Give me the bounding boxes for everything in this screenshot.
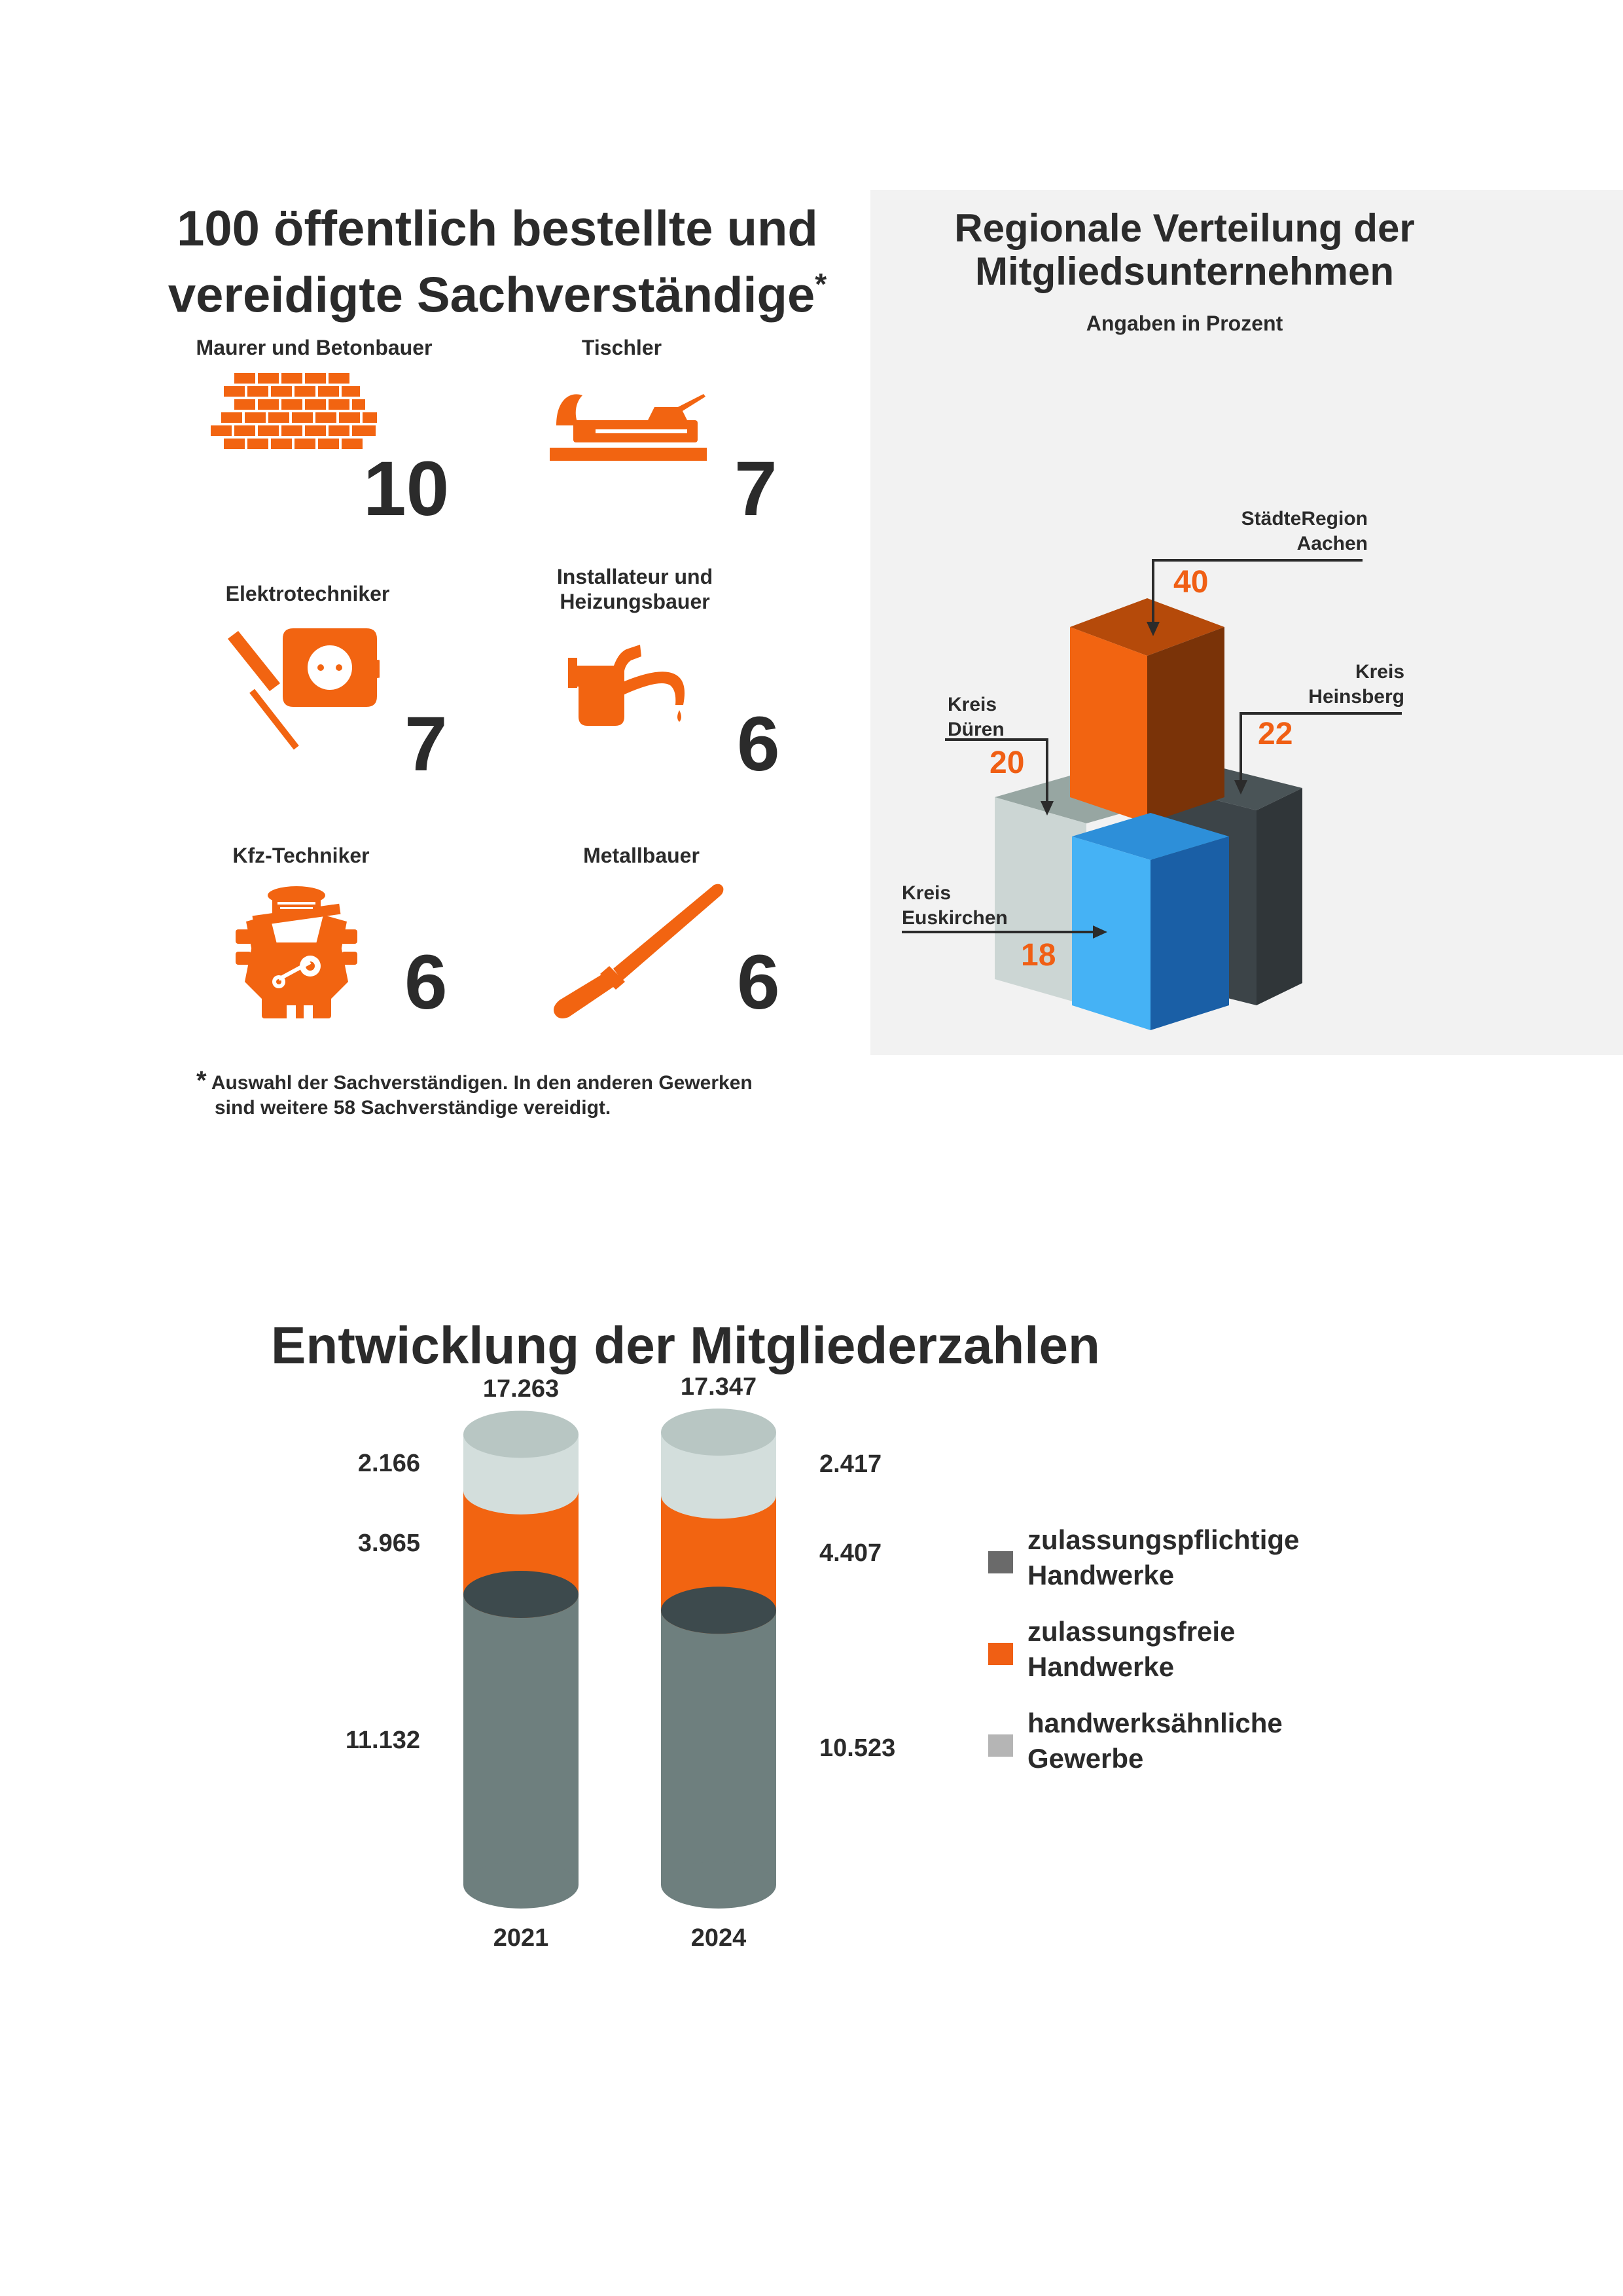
region-label-heinsberg-line1: Kreis (1355, 661, 1404, 683)
region-label-euskirchen-line1: Kreis (902, 882, 952, 904)
region-label-euskirchen (902, 881, 1059, 931)
seg-label-2021-0: 11.132 (345, 1727, 420, 1754)
cyl-2021-seg-2-bottom (463, 1467, 579, 1515)
cyl-2024-seg-0-bottom (661, 1861, 776, 1909)
legend-swatch-aehnlich (988, 1734, 1013, 1757)
region-label-aachen (1198, 507, 1368, 556)
trade-count-metallbauer: 6 (737, 939, 780, 1026)
trade-count-tischler: 7 (734, 446, 777, 532)
total-label-2021: 17.263 (482, 1375, 560, 1403)
bar-aachen-side (1147, 627, 1224, 823)
legend-swatch-frei (988, 1643, 1013, 1665)
legend-frei-line2: Handwerke (1027, 1651, 1175, 1682)
members-cylinder-chart (0, 1374, 916, 2003)
total-label-2024: 17.347 (680, 1373, 757, 1401)
legend-text-frei (1027, 1614, 1235, 1685)
trade-label-installateur-line1: Installateur und (556, 565, 713, 588)
trade-label-tischler: Tischler (581, 336, 662, 359)
legend-pflichtig-line2: Handwerke (1027, 1560, 1175, 1590)
experts-title-line2: vereidigte Sachverständige (168, 267, 815, 323)
trade-label-metallbauer: Metallbauer (583, 844, 700, 867)
faucet-icon (568, 645, 692, 743)
cyl-2024-cap (661, 1408, 776, 1456)
legend-pflichtig-line1: zulassungspflichtige (1027, 1524, 1300, 1555)
legend-item-pflichtig (988, 1522, 1512, 1593)
seg-label-2024-1: 4.407 (819, 1539, 882, 1568)
trade-count-maurer: 10 (363, 446, 450, 532)
year-label-2024: 2024 (690, 1924, 747, 1952)
engine-icon (233, 884, 360, 1021)
cyl-2021-cap (463, 1410, 579, 1458)
experts-title-star: * (815, 267, 827, 301)
cyl-2021-seg-0-bottom (463, 1861, 579, 1909)
cyl-2021-junction (463, 1571, 579, 1618)
trade-label-elektro: Elektrotechniker (225, 582, 390, 605)
trade-label-installateur-line2: Heizungsbauer (560, 590, 710, 613)
region-label-dueren-line2: Düren (948, 719, 1005, 740)
trade-label-kfz: Kfz-Techniker (232, 844, 370, 867)
members-title: Entwicklung der Mitgliederzahlen (271, 1316, 1100, 1374)
bar-euskirchen-side (1150, 836, 1229, 1030)
seg-label-2021-2: 2.166 (357, 1449, 420, 1477)
region-value-aachen: 40 (1173, 565, 1209, 600)
legend-frei-line1: zulassungsfreie (1027, 1616, 1236, 1647)
region-label-aachen-line2: Aachen (1296, 533, 1368, 554)
legend-aehnlich-line2: Gewerbe (1027, 1743, 1144, 1774)
legend-text-pflichtig (1027, 1522, 1299, 1593)
trade-count-elektro: 7 (404, 701, 448, 787)
hand-plane-icon (550, 387, 713, 466)
bar-heinsberg-side (1257, 788, 1302, 1005)
experts-footnote-line2: sind weitere 58 Sachverständige vereidigt. (215, 1097, 611, 1119)
region-value-dueren: 20 (990, 745, 1025, 780)
legend-item-frei (988, 1614, 1512, 1685)
cyl-2024-seg-0-body (661, 1610, 776, 1885)
file-tool-icon (553, 882, 726, 1020)
seg-label-2024-0: 10.523 (819, 1734, 896, 1763)
region-label-euskirchen-line2: Euskirchen (902, 907, 1008, 929)
experts-title (118, 202, 877, 323)
experts-footnote (196, 1068, 825, 1121)
cyl-2024-junction (661, 1587, 776, 1634)
trade-count-kfz: 6 (404, 939, 448, 1026)
trade-label-maurer: Maurer und Betonbauer (196, 336, 433, 359)
experts-footnote-star: * (196, 1066, 207, 1095)
region-title-line2: Mitgliedsunternehmen (974, 249, 1395, 293)
members-legend (988, 1522, 1512, 1776)
region-value-euskirchen: 18 (1021, 938, 1056, 973)
region-title-line1: Regionale Verteilung der (954, 206, 1415, 250)
region-label-heinsberg-line2: Heinsberg (1308, 686, 1404, 708)
legend-item-aehnlich (988, 1706, 1512, 1776)
cyl-2024-seg-2-bottom (661, 1472, 776, 1519)
region-value-heinsberg: 22 (1258, 717, 1293, 751)
experts-footnote-line1: Auswahl der Sachverständigen. In den anderen Gewerken (211, 1072, 753, 1094)
year-label-2021: 2021 (493, 1924, 549, 1952)
region-label-dueren (948, 692, 1079, 742)
cyl-2021-seg-0-body (463, 1594, 579, 1885)
region-label-heinsberg (1270, 660, 1404, 709)
seg-label-2021-1: 3.965 (357, 1529, 420, 1557)
region-label-aachen-line1: StädteRegion (1241, 508, 1368, 529)
region-label-dueren-line1: Kreis (948, 694, 997, 715)
trade-count-installateur: 6 (737, 701, 780, 787)
region-subtitle: Angaben in Prozent (1086, 312, 1283, 335)
experts-title-line1: 100 öffentlich bestellte und (177, 201, 818, 257)
trade-label-installateur (510, 564, 759, 614)
legend-swatch-pflichtig (988, 1551, 1013, 1573)
screwdriver-socket-icon (223, 628, 380, 753)
seg-label-2024-2: 2.417 (819, 1450, 882, 1479)
legend-aehnlich-line1: handwerksähnliche (1027, 1708, 1283, 1738)
legend-text-aehnlich (1027, 1706, 1283, 1776)
bar-aachen-front (1070, 627, 1147, 823)
